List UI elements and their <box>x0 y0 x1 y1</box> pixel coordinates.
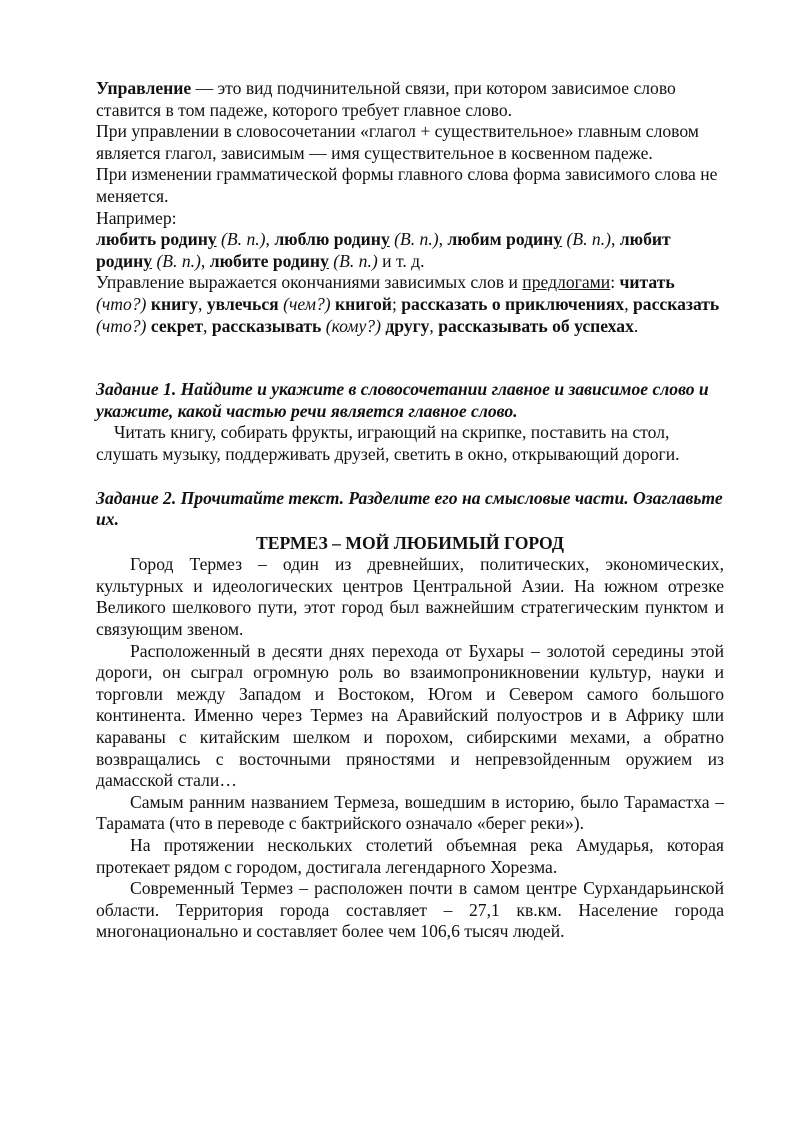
examples-paragraph: любить родину (В. п.), люблю родину (В. п.), любим родину (В. п.), любит родину (В. п.), любите родину (В. п.) и т. д. <box>96 229 671 271</box>
form-paragraph: При изменении грамматической формы главного слова форма зависимого слова не меняется. <box>96 164 718 206</box>
term-upravlenie: Управление <box>96 78 192 98</box>
main-word-paragraph: При управлении в словосочетании «глагол + существительное» главным словом является глагол, зависимым — имя существительное в косвенном падеже. <box>96 121 699 163</box>
text-paragraph: На протяжении нескольких столетий объемная река Амударья, которая протекает рядом с городом, достигала легендарного Хорезма. <box>96 835 724 877</box>
task-2-heading: Задание 2. Прочитайте текст. Разделите его на смысловые части. Озаглавьте их. <box>96 487 723 530</box>
case-note: (В. п.) <box>221 229 266 250</box>
definition-paragraph <box>96 78 724 121</box>
example-label: Например: <box>96 207 177 228</box>
example-5: любите родину <box>209 250 329 271</box>
prepositions-paragraph: Управление выражается окончаниями зависимых слов и предлогами: читать (что?) книгу, увлечься (чем?) книгой; рассказать о приключениях, рассказать (что?) секрет, рассказывать (кому?) другу, рассказывать об успехах. <box>96 272 720 336</box>
spacer <box>96 466 724 488</box>
case-note: (В. п.) <box>156 250 201 271</box>
definition-text: — это вид подчинительной связи, при котором зависимое слово ставится в том падеже, которого требует главное слово. <box>96 78 676 120</box>
example-4: любит родину <box>96 229 671 271</box>
text-title: ТЕРМЕЗ – МОЙ ЛЮБИМЫЙ ГОРОД <box>256 532 564 553</box>
text-paragraph: Современный Термез – расположен почти в самом центре Сурхандарьинской области. Территория города составляет – 27,1 кв.км. Население города многонационально и составляет более чем 106,6 тысяч людей. <box>96 878 724 942</box>
example-3: любим родину <box>447 229 563 250</box>
task-1-text: Читать книгу, собирать фрукты, играющий на скрипке, поставить на стол, слушать музыку, поддерживать друзей, светить в окно, открывающий дороги. <box>96 422 680 464</box>
case-note: (В. п.) <box>394 229 439 250</box>
case-note: (В. п.) <box>333 250 378 271</box>
document-page <box>96 78 724 943</box>
spacer <box>96 337 724 379</box>
example-1: любить родину <box>96 229 217 250</box>
text-paragraph: Самым ранним названием Термеза, вошедшим в историю, было Тарамастха – Тарамата (что в переводе с бактрийского означало «берег реки»). <box>96 791 724 834</box>
prepositions-link[interactable]: предлогами <box>522 272 611 293</box>
task-1-heading: Задание 1. Найдите и укажите в словосочетании главное и зависимое слово и укажите, какой частью речи является главное слово. <box>96 379 709 421</box>
example-2: люблю родину <box>274 229 390 250</box>
case-note: (В. п.) <box>566 229 611 250</box>
text-paragraph: Расположенный в десяти днях перехода от Бухары – золотой середины этой дороги, он сыграл огромную роль во взаимопроникновении культур, науки и торговли между Западом и Востоком, Югом и Севером самого большого континента. Именно через Термез на Аравийский полуостров и в Африку шли караваны с китайским шелком и порохом, сибирскими мехами, а обратно возвращались с восточными пряностями и непревзойденным оружием из дамасской стали… <box>96 640 724 791</box>
text-paragraph: Город Термез – один из древнейших, политических, экономических, культурных и идеологических центров Центральной Азии. На южном отрезке Великого шелкового пути, этот город был важнейшим стратегическим пунктом и связующим звеном. <box>96 554 724 640</box>
